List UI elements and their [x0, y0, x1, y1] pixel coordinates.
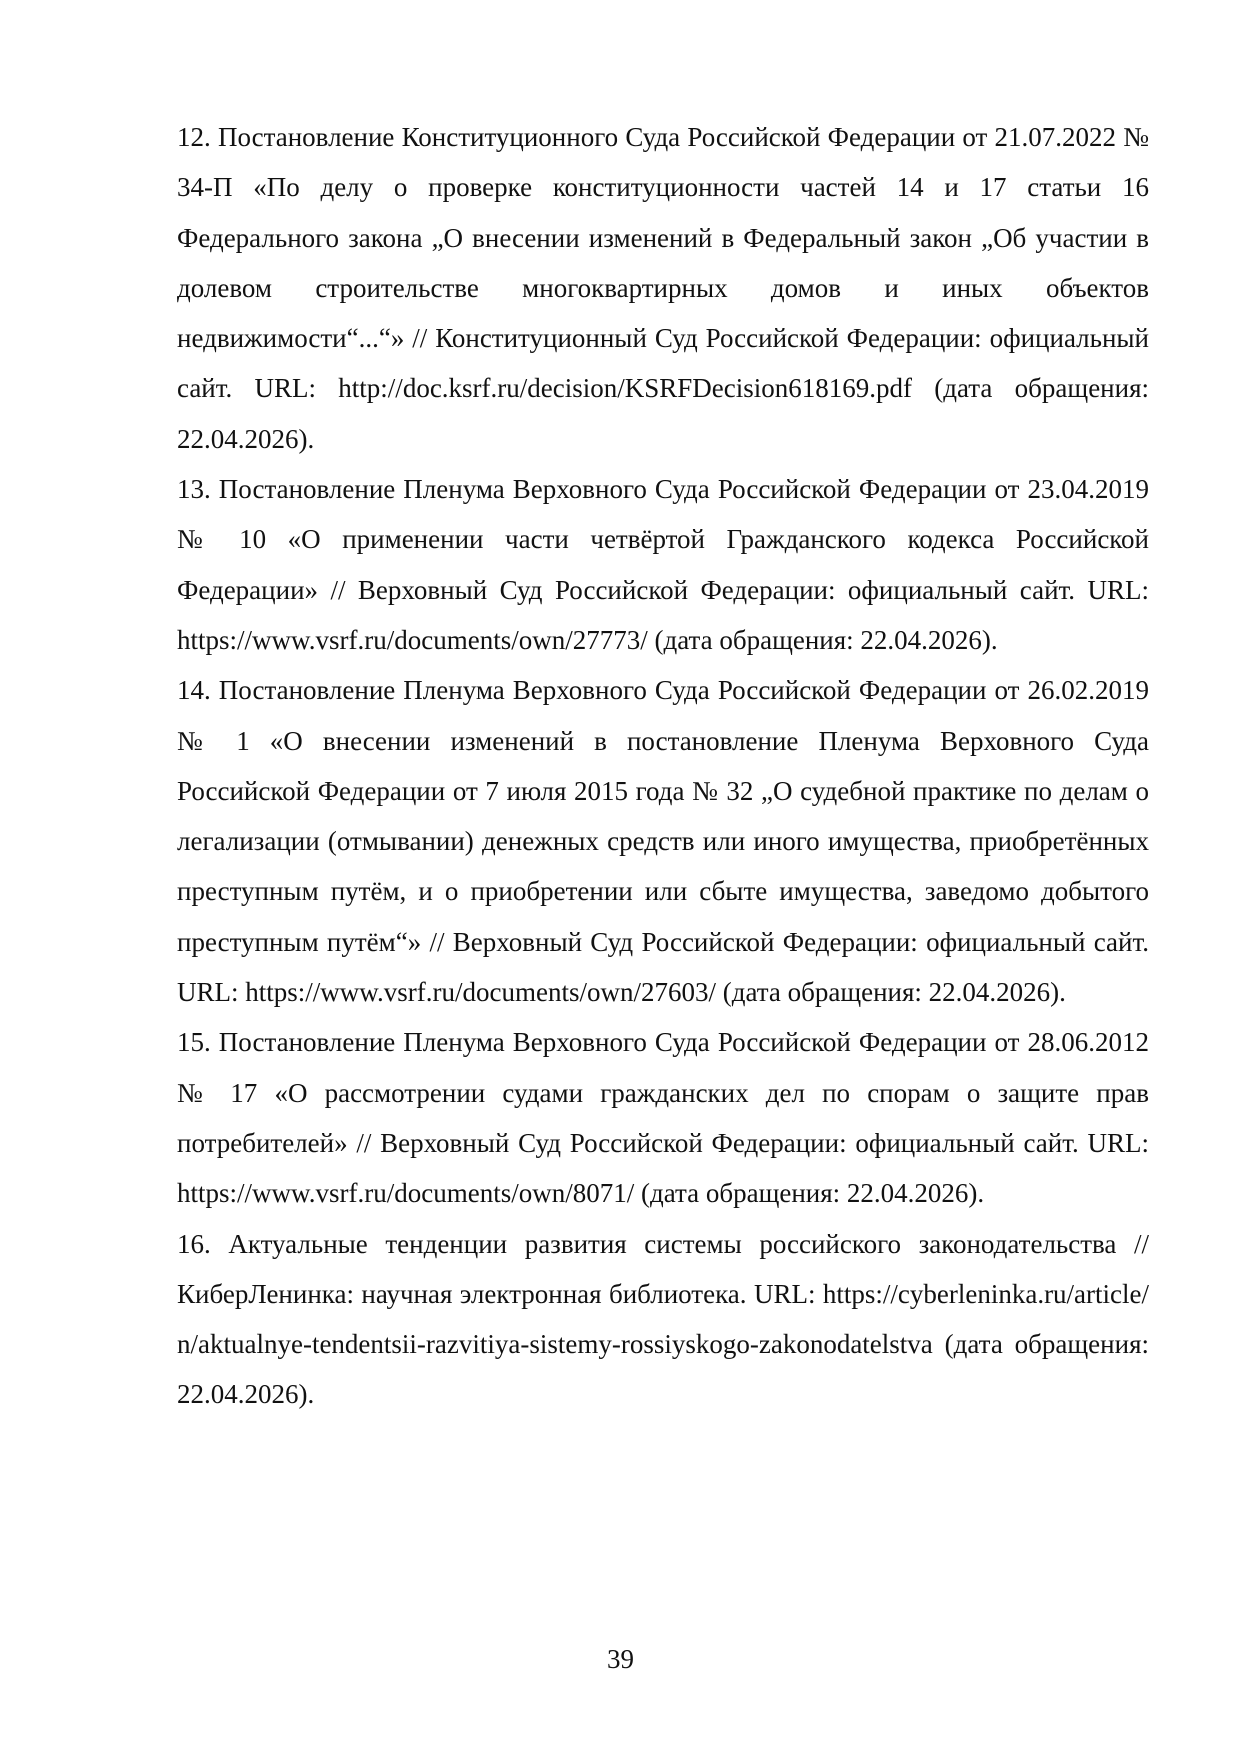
reference-list	[177, 112, 1149, 1420]
reference-13: 13. Постановление Пленума Верховного Суда Российской Федерации от 23.04.2019 № 10 «О применении части четвёртой Гражданского кодекса Российской Федерации» // Верховный Суд Российской Федерации: официальный сайт. URL: https://www.vsrf.ru/documents/own/27773/ (дата обращения: 22.04.2026).	[177, 474, 1149, 655]
reference-12: 12. Постановление Конституционного Суда Российской Федерации от 21.07.2022 № 34-П «По делу о проверке конституционности частей 14 и 17 статьи 16 Федерального закона „О внесении изменений в Федеральный закон „Об участии в долевом строительстве многоквартирных домов и иных объектов недвижимости“...“» // Конституционный Суд Российской Федерации: официальный сайт. URL: http://doc.ksrf.ru/decision/KSRFDecision618169.pdf (дата обращения: 22.04.2026).	[177, 122, 1149, 454]
reference-14: 14. Постановление Пленума Верховного Суда Российской Федерации от 26.02.2019 № 1 «О внесении изменений в постановление Пленума Верховного Суда Российской Федерации от 7 июля 2015 года № 32 „О судебной практике по делам о легализации (отмывании) денежных средств или иного имущества, приобретённых преступным путём, и о приобретении или сбыте имущества, заведомо добытого преступным путём“» // Верховный Суд Российской Федерации: официальный сайт. URL: https://www.vsrf.ru/documents/own/27603/ (дата обращения: 22.04.2026).	[177, 675, 1149, 1008]
reference-15: 15. Постановление Пленума Верховного Суда Российской Федерации от 28.06.2012 № 17 «О рассмотрении судами гражданских дел по спорам о защите прав потребителей» // Верховный Суд Российской Федерации: официальный сайт. URL: https://www.vsrf.ru/documents/own/8071/ (дата обращения: 22.04.2026).	[177, 1027, 1149, 1209]
reference-16-text: 16. Актуальные тенденции развития системы российского законодательства // КиберЛенинка: научная электронная библиотека. URL:	[177, 1228, 1149, 1309]
reference-16-access-date: (дата обращения: 22.04.2026).	[177, 1329, 1149, 1410]
reference-16-url: https://cyberleninka.ru/article/n/aktualnye-tendentsii-razvitiya-sistemy-rossiyskogo-zakonodatelstva	[177, 1278, 1150, 1360]
reference-16	[177, 1219, 1149, 1420]
page-number: 39	[607, 1644, 634, 1674]
